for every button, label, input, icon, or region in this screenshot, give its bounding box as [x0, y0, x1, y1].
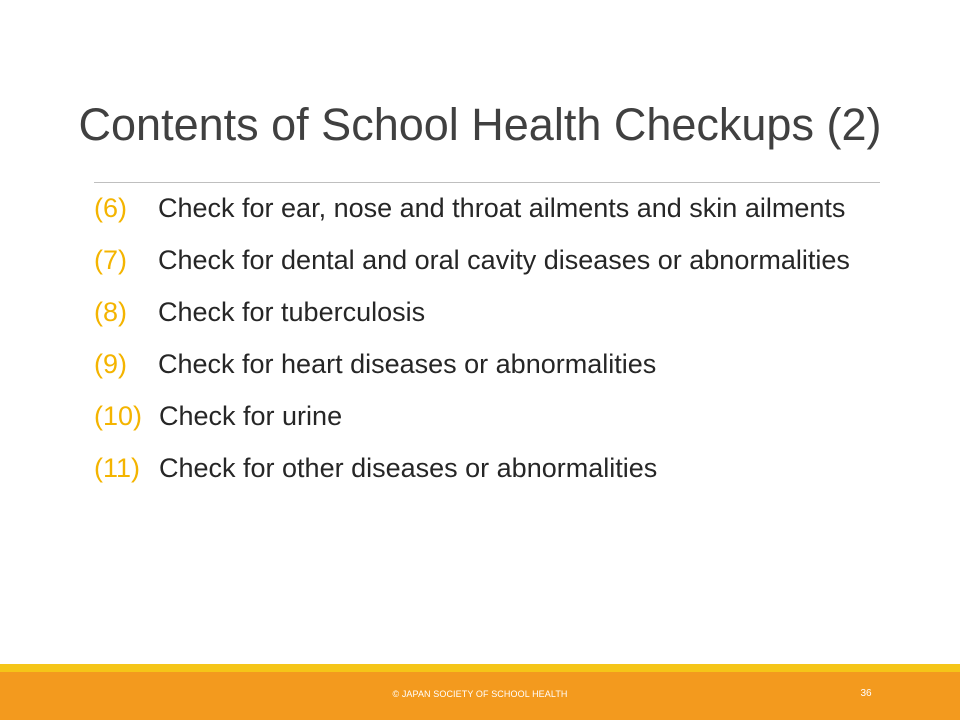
- list-item: [94, 349, 874, 379]
- item-number: (11): [94, 453, 141, 483]
- list-item: [94, 245, 874, 275]
- list-item: [94, 193, 874, 223]
- list-item: [94, 453, 874, 483]
- item-text: Check for urine: [159, 401, 343, 431]
- list-item: [94, 401, 874, 431]
- item-text: Check for dental and oral cavity diseases or abnormalities: [158, 245, 850, 275]
- title-divider: [94, 182, 880, 183]
- item-number: (7): [94, 245, 127, 275]
- item-text: Check for tuberculosis: [158, 297, 426, 327]
- item-number: (9): [94, 349, 127, 379]
- item-text: Check for ear, nose and throat ailments and skin ailments: [158, 193, 846, 223]
- item-number: (10): [94, 401, 143, 431]
- slide-title: Contents of School Health Checkups (2): [78, 99, 882, 150]
- item-text: Check for other diseases or abnormalities: [159, 453, 658, 483]
- item-text: Check for heart diseases or abnormalities: [158, 349, 657, 379]
- item-number: (6): [94, 193, 127, 223]
- footer-stripe: [0, 664, 960, 672]
- page-number: 36: [860, 688, 872, 699]
- copyright-text: © JAPAN SOCIETY OF SCHOOL HEALTH: [392, 689, 568, 699]
- item-number: (8): [94, 297, 127, 327]
- list-item: [94, 297, 874, 327]
- footer-band: [0, 672, 960, 720]
- checkup-list: [94, 193, 874, 505]
